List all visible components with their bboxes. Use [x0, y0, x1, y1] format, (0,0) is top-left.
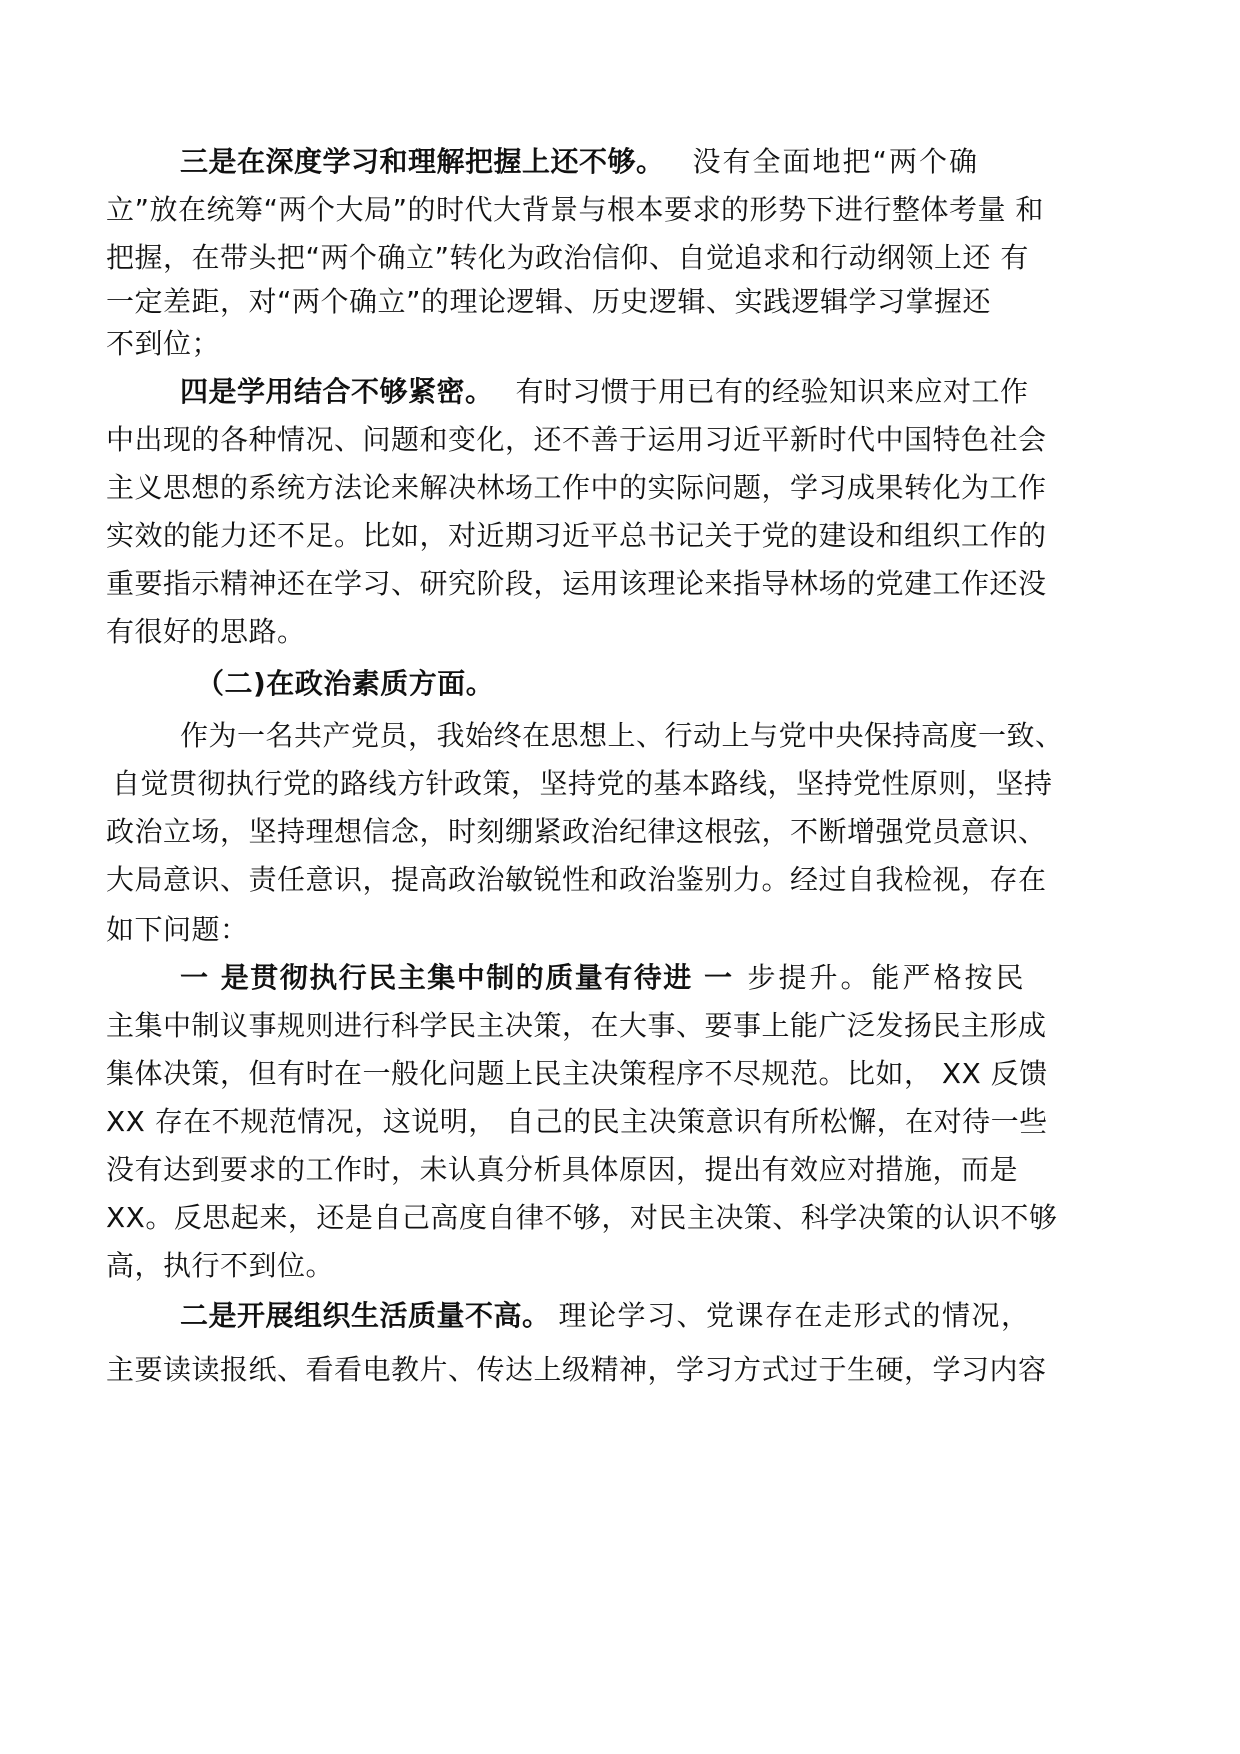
- paragraph-text: 步提升。能严格按民: [747, 961, 1027, 994]
- paragraph-line: 主义思想的系统方法论来解决林场工作中的实际问题，学习成果转化为工作: [106, 471, 1047, 504]
- paragraph-line: XX 存在不规范情况，这说明， 自己的民主决策意识有所松懈，在对待一些: [106, 1105, 1048, 1138]
- paragraph-line: 实效的能力还不足。比如，对近期习近平总书记关于党的建设和组织工作的: [106, 519, 1047, 552]
- paragraph-heading: 三是在深度学习和理解把握上还不够。: [180, 145, 665, 178]
- paragraph-line: 高，执行不到位。: [106, 1249, 335, 1282]
- section-heading: （二)在政治素质方面。: [196, 667, 495, 700]
- paragraph-text: 理论学习、党课存在走形式的情况，: [558, 1299, 1031, 1332]
- paragraph-line: 有很好的思路。: [106, 615, 306, 648]
- paragraph-line: 主集中制议事规则进行科学民主决策，在大事、要事上能广泛发扬民主形成: [106, 1009, 1047, 1042]
- paragraph-text: 没有全面地把“两个确: [692, 145, 980, 178]
- paragraph-line: [180, 1296, 1031, 1336]
- paragraph-line: 重要指示精神还在学习、研究阶段，运用该理论来指导林场的党建工作还没: [106, 567, 1047, 600]
- paragraph-line: XX。反思起来，还是自己高度自律不够，对民主决策、科学决策的认识不够: [106, 1201, 1058, 1234]
- paragraph-line: [180, 372, 1029, 412]
- paragraph-line: [180, 142, 979, 182]
- paragraph-line: 如下问题：: [106, 913, 249, 946]
- paragraph-line: 自觉贯彻执行党的路线方针政策，坚持党的基本路线，坚持党性原则，坚持: [112, 767, 1053, 800]
- paragraph-line: 大局意识、责任意识，提高政治敏锐性和政治鉴别力。经过自我检视，存在: [106, 863, 1047, 896]
- paragraph-line: 一定差距，对“两个确立”的理论逻辑、历史逻辑、实践逻辑学习掌握还: [106, 285, 992, 318]
- paragraph-line: 集体决策，但有时在一般化问题上民主决策程序不尽规范。比如， XX 反馈: [106, 1057, 1048, 1090]
- paragraph-line: 没有达到要求的工作时，未认真分析具体原因，提出有效应对措施，而是: [106, 1153, 1019, 1186]
- paragraph-heading: 一 是贯彻执行民主集中制的质量有待进 一: [180, 961, 734, 994]
- paragraph-heading: 四是学用结合不够紧密。: [180, 375, 494, 408]
- paragraph-heading: 二是开展组织生活质量不高。: [180, 1299, 551, 1332]
- paragraph-line: 不到位；: [106, 327, 221, 360]
- paragraph-line: [180, 958, 1027, 998]
- paragraph-line: 立”放在统筹“两个大局”的时代大背景与根本要求的形势下进行整体考量 和: [106, 193, 1044, 226]
- paragraph-line: 中出现的各种情况、问题和变化，还不善于运用习近平新时代中国特色社会: [106, 423, 1047, 456]
- paragraph-line: 政治立场，坚持理想信念，时刻绷紧政治纪律这根弦，不断增强党员意识、: [106, 815, 1047, 848]
- paragraph-line: 主要读读报纸、看看电教片、传达上级精神，学习方式过于生硬，学习内容: [106, 1353, 1047, 1386]
- paragraph-line: 把握，在带头把“两个确立”转化为政治信仰、自觉追求和行动纲领上还 有: [106, 241, 1029, 274]
- paragraph-text: 有时习惯于用已有的经验知识来应对工作: [515, 375, 1029, 408]
- paragraph-line: 作为一名共产党员，我始终在思想上、行动上与党中央保持高度一致、: [180, 719, 1064, 752]
